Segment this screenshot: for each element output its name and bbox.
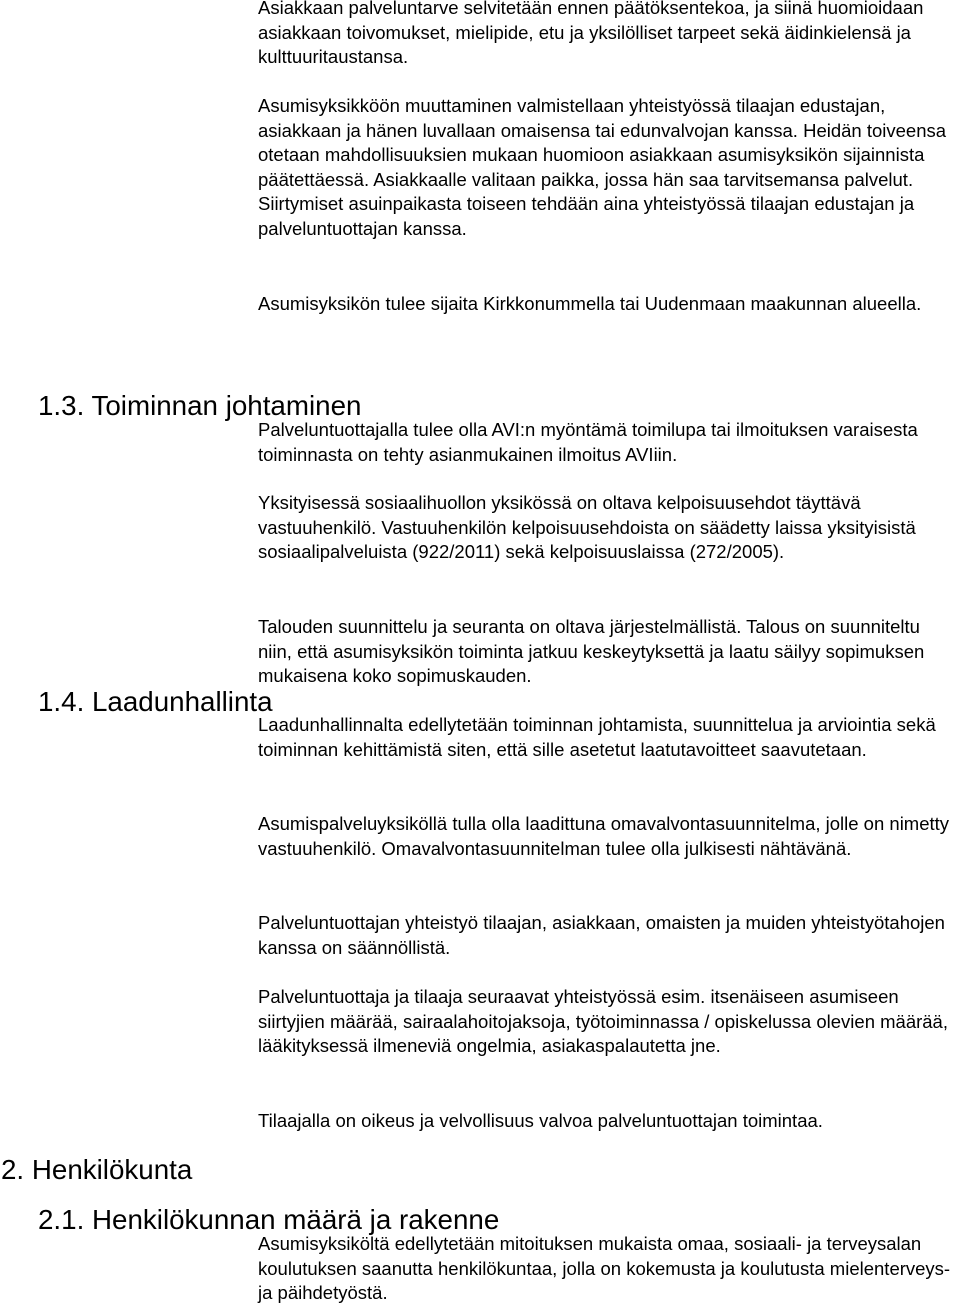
heading-toiminnan-johtaminen: 1.3. Toiminnan johtaminen [38, 390, 362, 421]
paragraph-valvonta: Tilaajalla on oikeus ja velvollisuus valvoa palveluntuottajan toimintaa. [258, 1110, 823, 1131]
paragraph-palveluntarve: Asiakkaan palveluntarve selvitetään ennen päätöksentekoa, ja siinä huomioidaan asiakkaan toivomukset, mielipide, etu ja yksilölliset tarpeet sekä äidinkielensä ja kulttuuritaustansa. [258, 0, 924, 68]
heading-laadunhallinta: 1.4. Laadunhallinta [38, 686, 273, 717]
paragraph-muuttaminen: Asumisyksikköön muuttaminen valmistellaan yhteistyössä tilaajan edustajan, asiakkaan ja hänen luvallaan omaisensa tai edunvalvojan kanssa. Heidän toiveensa otetaan mahdollisuuksien mukaan huomioon asiakkaan asumisyksikön sijainnista päätettäessä. Asiakkaalle valitaan paikka, jossa hän saa tarvitsemansa palvelut. Siirtymiset asuinpaikasta toiseen tehdään aina yhteistyössä tilaajan edustajan ja palveluntuottajan kanssa. [258, 95, 947, 239]
paragraph-toimilupa: Palveluntuottajalla tulee olla AVI:n myöntämä toimilupa tai ilmoituksen varaisesta toiminnasta on tehty asianmukainen ilmoitus AVIiin. [258, 419, 918, 465]
paragraph-yhteistyo: Palveluntuottajan yhteistyö tilaajan, asiakkaan, omaisten ja muiden yhteistyötahojen kanssa on säännöllistä. [258, 912, 945, 958]
paragraph-vastuuhenkilo: Yksityisessä sosiaalihuollon yksikössä on oltava kelpoisuusehdot täyttävä vastuuhenkilö. Vastuuhenkilön kelpoisuusehdoista on säädetty laissa yksityisistä sosiaalipalveluista (922/2011) sekä kelpoisuuslaissa (272/2005). [258, 492, 916, 563]
paragraph-omavalvonta: Asumispalveluyksiköllä tulla olla laadittuna omavalvontasuunnitelma, jolle on nimetty vastuuhenkilö. Omavalvontasuunnitelman tulee olla julkisesti nähtävänä. [258, 813, 950, 859]
heading-henkilokunta: 2. Henkilökunta [1, 1154, 193, 1185]
paragraph-sijainti: Asumisyksikön tulee sijaita Kirkkonummella tai Uudenmaan maakunnan alueella. [258, 293, 922, 314]
paragraph-talous: Talouden suunnittelu ja seuranta on oltava järjestelmällistä. Talous on suunniteltu niin, että asumisyksikön toiminta jatkuu keskeytyksettä ja laatu säilyy sopimuksen mukaisena koko sopimuskauden. [258, 616, 925, 687]
paragraph-henkilokunta: Asumisyksiköltä edellytetään mitoituksen mukaista omaa, sosiaali- ja terveysalan koulutuksen saanutta henkilökuntaa, jolla on kokemusta ja koulutusta mielenterveys- ja päihdetyöstä. [258, 1233, 951, 1304]
paragraph-laadunhallinta: Laadunhallinnalta edellytetään toiminnan johtamista, suunnittelua ja arviointia sekä toiminnan kehittämistä siten, että sille asetetut laatutavoitteet saavutetaan. [258, 714, 936, 760]
paragraph-seuranta: Palveluntuottaja ja tilaaja seuraavat yhteistyössä esim. itsenäiseen asumiseen siirtyjien määrää, sairaalahoitojaksoja, työtoiminnassa / opiskelussa olevien määrää, lääkityksessä ilmeneviä ongelmia, asiakaspalautetta jne. [258, 986, 948, 1057]
heading-henkilokunnan-maara: 2.1. Henkilökunnan määrä ja rakenne [38, 1204, 500, 1235]
